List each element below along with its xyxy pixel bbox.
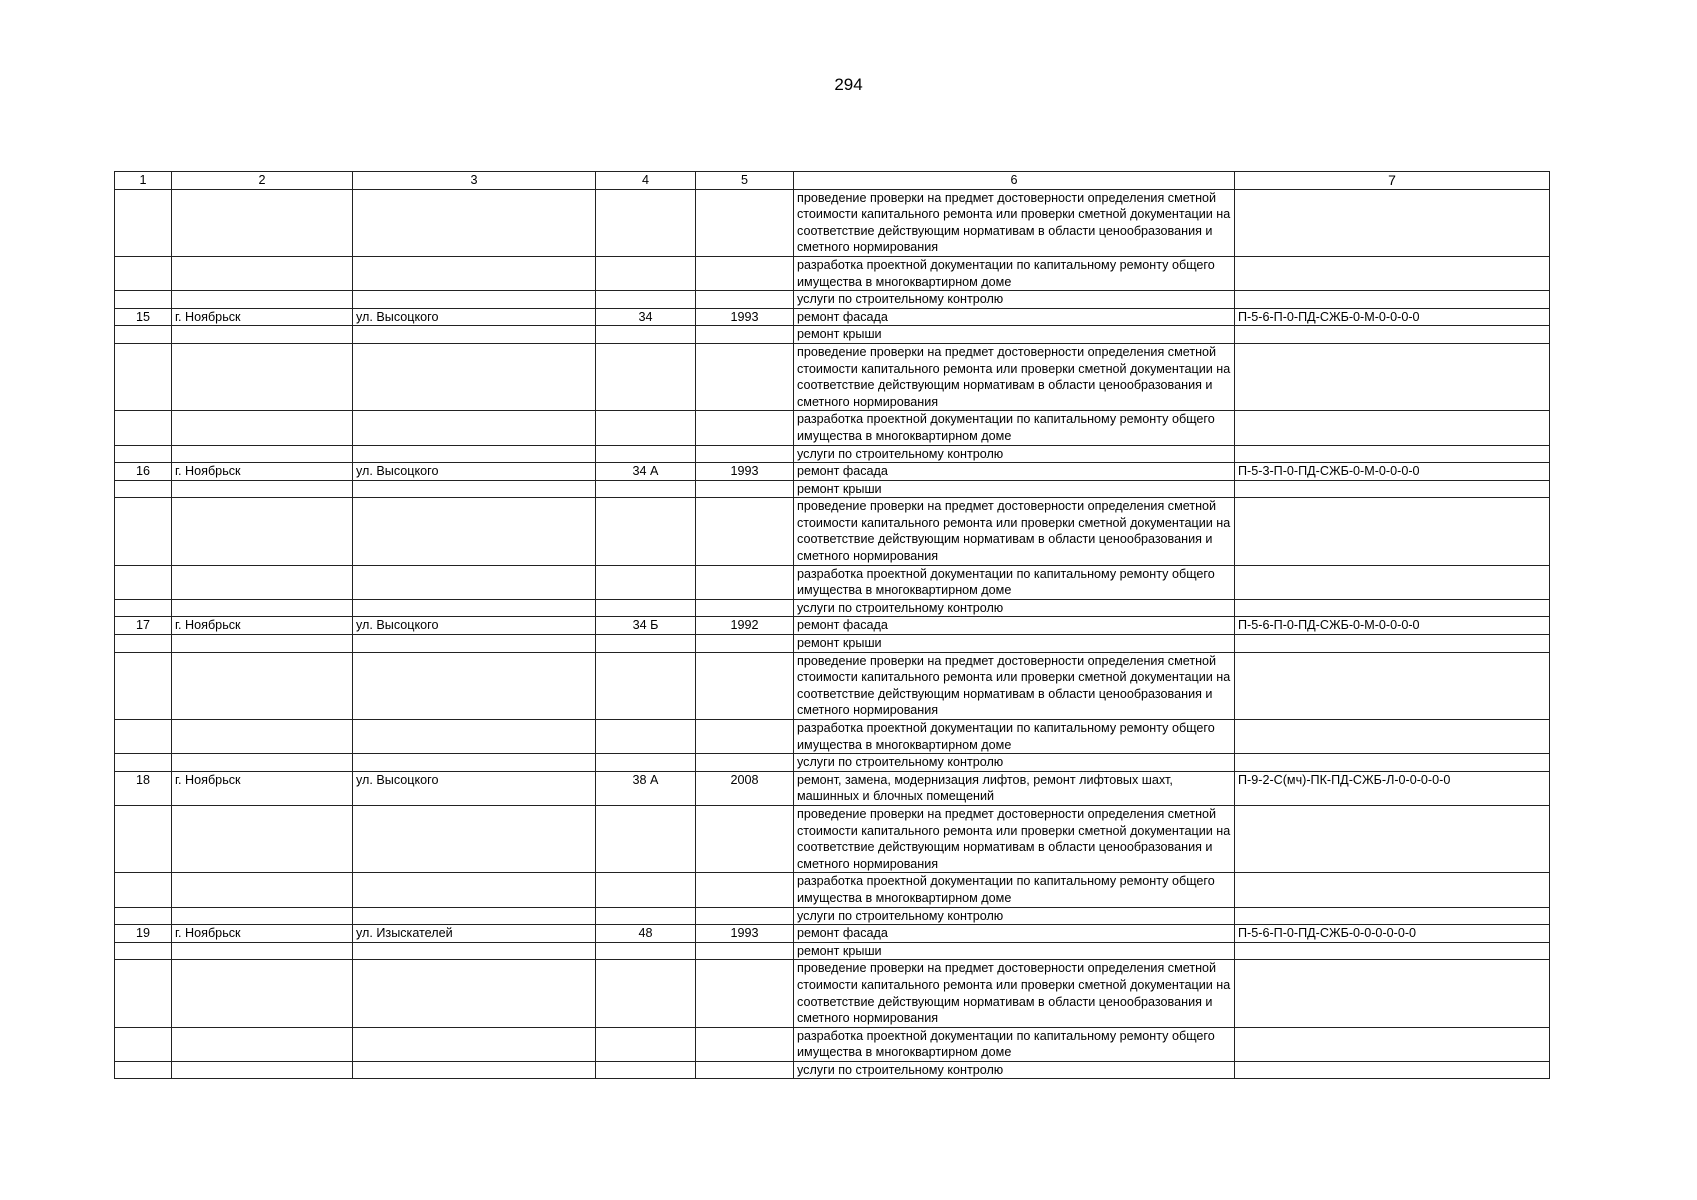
cell-code xyxy=(1235,411,1550,445)
cell-number xyxy=(115,873,172,907)
cell-year xyxy=(696,599,794,617)
cell-work-type: проведение проверки на предмет достоверности определения сметной стоимости капитального ремонта или проверки сметной документации на соответствие действующим нормативам в области ценообразования и сметного нормирования xyxy=(794,960,1235,1027)
cell-work-type: разработка проектной документации по капитальному ремонту общего имущества в многоквартирном доме xyxy=(794,1027,1235,1061)
cell-number: 17 xyxy=(115,617,172,635)
cell-house xyxy=(596,599,696,617)
table-row xyxy=(115,942,1550,960)
table-row xyxy=(115,1061,1550,1079)
table-row xyxy=(115,652,1550,719)
cell-house xyxy=(596,1061,696,1079)
cell-code xyxy=(1235,189,1550,256)
cell-code: П-5-3-П-0-ПД-СЖБ-0-М-0-0-0-0 xyxy=(1235,463,1550,481)
cell-work-type: услуги по строительному контролю xyxy=(794,907,1235,925)
cell-year xyxy=(696,805,794,872)
header-cell-3: 3 xyxy=(353,172,596,190)
cell-street: ул. Изыскателей xyxy=(353,925,596,943)
cell-number: 18 xyxy=(115,771,172,805)
cell-house: 38 А xyxy=(596,771,696,805)
table-row xyxy=(115,480,1550,498)
cell-year xyxy=(696,960,794,1027)
cell-house xyxy=(596,873,696,907)
cell-street xyxy=(353,599,596,617)
table-body xyxy=(115,189,1550,1079)
header-cell-6: 6 xyxy=(794,172,1235,190)
cell-street xyxy=(353,635,596,653)
cell-number xyxy=(115,960,172,1027)
cell-street: ул. Высоцкого xyxy=(353,617,596,635)
cell-street xyxy=(353,960,596,1027)
cell-year: 2008 xyxy=(696,771,794,805)
cell-street xyxy=(353,754,596,772)
cell-code xyxy=(1235,498,1550,565)
cell-code xyxy=(1235,652,1550,719)
cell-code xyxy=(1235,291,1550,309)
table-row xyxy=(115,873,1550,907)
cell-city xyxy=(172,256,353,290)
cell-year: 1993 xyxy=(696,925,794,943)
cell-house: 34 А xyxy=(596,463,696,481)
table-row xyxy=(115,498,1550,565)
cell-work-type: услуги по строительному контролю xyxy=(794,1061,1235,1079)
cell-code: П-5-6-П-0-ПД-СЖБ-0-М-0-0-0-0 xyxy=(1235,308,1550,326)
cell-work-type: проведение проверки на предмет достоверности определения сметной стоимости капитального ремонта или проверки сметной документации на соответствие действующим нормативам в области ценообразования и сметного нормирования xyxy=(794,805,1235,872)
cell-house xyxy=(596,291,696,309)
cell-code xyxy=(1235,805,1550,872)
cell-year xyxy=(696,720,794,754)
cell-number xyxy=(115,565,172,599)
cell-work-type: проведение проверки на предмет достоверности определения сметной стоимости капитального ремонта или проверки сметной документации на соответствие действующим нормативам в области ценообразования и сметного нормирования xyxy=(794,652,1235,719)
cell-street xyxy=(353,652,596,719)
cell-number xyxy=(115,326,172,344)
table-row xyxy=(115,463,1550,481)
cell-house xyxy=(596,256,696,290)
cell-city xyxy=(172,326,353,344)
cell-street xyxy=(353,326,596,344)
cell-number xyxy=(115,907,172,925)
cell-work-type: услуги по строительному контролю xyxy=(794,445,1235,463)
cell-street xyxy=(353,256,596,290)
table-row xyxy=(115,256,1550,290)
header-cell-2: 2 xyxy=(172,172,353,190)
cell-city xyxy=(172,720,353,754)
table-row xyxy=(115,411,1550,445)
cell-city xyxy=(172,291,353,309)
cell-city: г. Ноябрьск xyxy=(172,308,353,326)
cell-number xyxy=(115,256,172,290)
cell-city xyxy=(172,565,353,599)
table-row xyxy=(115,326,1550,344)
page-number: 294 xyxy=(834,75,863,94)
cell-year xyxy=(696,635,794,653)
cell-code xyxy=(1235,754,1550,772)
cell-year xyxy=(696,1027,794,1061)
table-row xyxy=(115,1027,1550,1061)
cell-number xyxy=(115,189,172,256)
cell-year: 1992 xyxy=(696,617,794,635)
cell-code xyxy=(1235,1027,1550,1061)
cell-street xyxy=(353,498,596,565)
cell-house xyxy=(596,480,696,498)
cell-year xyxy=(696,189,794,256)
cell-year xyxy=(696,480,794,498)
cell-street xyxy=(353,189,596,256)
cell-street xyxy=(353,480,596,498)
cell-house xyxy=(596,960,696,1027)
cell-number xyxy=(115,599,172,617)
cell-code xyxy=(1235,343,1550,410)
cell-code xyxy=(1235,445,1550,463)
cell-street xyxy=(353,1061,596,1079)
table-row xyxy=(115,343,1550,410)
cell-code xyxy=(1235,873,1550,907)
table-row xyxy=(115,635,1550,653)
cell-city xyxy=(172,445,353,463)
cell-year xyxy=(696,565,794,599)
cell-code: П-5-6-П-0-ПД-СЖБ-0-0-0-0-0-0 xyxy=(1235,925,1550,943)
cell-year: 1993 xyxy=(696,308,794,326)
cell-work-type: проведение проверки на предмет достоверности определения сметной стоимости капитального ремонта или проверки сметной документации на соответствие действующим нормативам в области ценообразования и сметного нормирования xyxy=(794,498,1235,565)
cell-work-type: ремонт крыши xyxy=(794,635,1235,653)
cell-house: 34 Б xyxy=(596,617,696,635)
cell-street xyxy=(353,291,596,309)
cell-house xyxy=(596,565,696,599)
cell-street xyxy=(353,907,596,925)
cell-street xyxy=(353,873,596,907)
cell-work-type: ремонт фасада xyxy=(794,925,1235,943)
cell-house xyxy=(596,720,696,754)
cell-city xyxy=(172,635,353,653)
cell-house xyxy=(596,189,696,256)
cell-work-type: ремонт крыши xyxy=(794,326,1235,344)
cell-year xyxy=(696,754,794,772)
cell-city xyxy=(172,805,353,872)
cell-number xyxy=(115,1027,172,1061)
cell-number xyxy=(115,635,172,653)
cell-number xyxy=(115,411,172,445)
cell-code xyxy=(1235,1061,1550,1079)
cell-work-type: разработка проектной документации по капитальному ремонту общего имущества в многоквартирном доме xyxy=(794,411,1235,445)
cell-city xyxy=(172,599,353,617)
cell-house xyxy=(596,343,696,410)
cell-house xyxy=(596,1027,696,1061)
cell-street: ул. Высоцкого xyxy=(353,308,596,326)
cell-year xyxy=(696,942,794,960)
header-cell-7: 7 xyxy=(1235,172,1550,190)
cell-work-type: услуги по строительному контролю xyxy=(794,291,1235,309)
cell-year xyxy=(696,1061,794,1079)
table-row xyxy=(115,754,1550,772)
cell-city xyxy=(172,189,353,256)
cell-code xyxy=(1235,599,1550,617)
cell-city xyxy=(172,942,353,960)
cell-work-type: ремонт крыши xyxy=(794,480,1235,498)
cell-number xyxy=(115,480,172,498)
cell-city: г. Ноябрьск xyxy=(172,617,353,635)
cell-year xyxy=(696,326,794,344)
cell-street xyxy=(353,565,596,599)
cell-year xyxy=(696,256,794,290)
cell-work-type: проведение проверки на предмет достоверности определения сметной стоимости капитального ремонта или проверки сметной документации на соответствие действующим нормативам в области ценообразования и сметного нормирования xyxy=(794,189,1235,256)
cell-code xyxy=(1235,326,1550,344)
cell-house xyxy=(596,411,696,445)
cell-city xyxy=(172,652,353,719)
cell-street xyxy=(353,942,596,960)
table-row xyxy=(115,925,1550,943)
table-row xyxy=(115,445,1550,463)
cell-street: ул. Высоцкого xyxy=(353,771,596,805)
cell-work-type: ремонт фасада xyxy=(794,308,1235,326)
table-row xyxy=(115,771,1550,805)
cell-house xyxy=(596,635,696,653)
cell-work-type: ремонт крыши xyxy=(794,942,1235,960)
cell-number xyxy=(115,652,172,719)
cell-street xyxy=(353,343,596,410)
cell-year xyxy=(696,343,794,410)
cell-year xyxy=(696,498,794,565)
cell-year: 1993 xyxy=(696,463,794,481)
cell-house xyxy=(596,907,696,925)
works-table xyxy=(114,171,1550,1079)
cell-city xyxy=(172,907,353,925)
cell-number xyxy=(115,498,172,565)
table-row xyxy=(115,907,1550,925)
cell-work-type: разработка проектной документации по капитальному ремонту общего имущества в многоквартирном доме xyxy=(794,565,1235,599)
cell-work-type: ремонт фасада xyxy=(794,463,1235,481)
cell-city xyxy=(172,498,353,565)
table-row xyxy=(115,599,1550,617)
header-cell-1: 1 xyxy=(115,172,172,190)
cell-year xyxy=(696,445,794,463)
cell-code xyxy=(1235,480,1550,498)
cell-year xyxy=(696,652,794,719)
cell-city xyxy=(172,754,353,772)
cell-number xyxy=(115,445,172,463)
header-cell-4: 4 xyxy=(596,172,696,190)
table-row xyxy=(115,617,1550,635)
cell-code xyxy=(1235,565,1550,599)
table-row xyxy=(115,189,1550,256)
header-cell-5: 5 xyxy=(696,172,794,190)
cell-city xyxy=(172,1061,353,1079)
cell-number: 19 xyxy=(115,925,172,943)
cell-house: 34 xyxy=(596,308,696,326)
cell-work-type: разработка проектной документации по капитальному ремонту общего имущества в многоквартирном доме xyxy=(794,720,1235,754)
cell-number xyxy=(115,343,172,410)
table-row xyxy=(115,720,1550,754)
table-row xyxy=(115,291,1550,309)
table-row xyxy=(115,805,1550,872)
table-row xyxy=(115,308,1550,326)
cell-year xyxy=(696,291,794,309)
cell-code: П-9-2-С(мч)-ПК-ПД-СЖБ-Л-0-0-0-0-0 xyxy=(1235,771,1550,805)
cell-city xyxy=(172,480,353,498)
cell-house xyxy=(596,652,696,719)
cell-house: 48 xyxy=(596,925,696,943)
cell-street xyxy=(353,1027,596,1061)
cell-code xyxy=(1235,720,1550,754)
cell-work-type: ремонт фасада xyxy=(794,617,1235,635)
table-row xyxy=(115,960,1550,1027)
cell-work-type: услуги по строительному контролю xyxy=(794,754,1235,772)
cell-work-type: ремонт, замена, модернизация лифтов, ремонт лифтовых шахт, машинных и блочных помещений xyxy=(794,771,1235,805)
cell-house xyxy=(596,445,696,463)
cell-number: 15 xyxy=(115,308,172,326)
cell-house xyxy=(596,498,696,565)
table-header-row xyxy=(115,172,1550,190)
cell-number xyxy=(115,805,172,872)
cell-number xyxy=(115,942,172,960)
cell-code: П-5-6-П-0-ПД-СЖБ-0-М-0-0-0-0 xyxy=(1235,617,1550,635)
cell-house xyxy=(596,754,696,772)
cell-year xyxy=(696,873,794,907)
cell-code xyxy=(1235,635,1550,653)
cell-city xyxy=(172,873,353,907)
cell-street: ул. Высоцкого xyxy=(353,463,596,481)
cell-city xyxy=(172,411,353,445)
cell-house xyxy=(596,805,696,872)
cell-work-type: проведение проверки на предмет достоверности определения сметной стоимости капитального ремонта или проверки сметной документации на соответствие действующим нормативам в области ценообразования и сметного нормирования xyxy=(794,343,1235,410)
cell-code xyxy=(1235,907,1550,925)
cell-city: г. Ноябрьск xyxy=(172,925,353,943)
cell-city: г. Ноябрьск xyxy=(172,771,353,805)
cell-city xyxy=(172,343,353,410)
cell-street xyxy=(353,445,596,463)
cell-work-type: разработка проектной документации по капитальному ремонту общего имущества в многоквартирном доме xyxy=(794,873,1235,907)
cell-house xyxy=(596,326,696,344)
cell-house xyxy=(596,942,696,960)
cell-number xyxy=(115,720,172,754)
cell-number xyxy=(115,291,172,309)
cell-city xyxy=(172,1027,353,1061)
cell-code xyxy=(1235,942,1550,960)
cell-street xyxy=(353,805,596,872)
table-row xyxy=(115,565,1550,599)
cell-city: г. Ноябрьск xyxy=(172,463,353,481)
cell-number xyxy=(115,754,172,772)
cell-street xyxy=(353,411,596,445)
cell-work-type: услуги по строительному контролю xyxy=(794,599,1235,617)
cell-street xyxy=(353,720,596,754)
cell-city xyxy=(172,960,353,1027)
cell-year xyxy=(696,907,794,925)
cell-work-type: разработка проектной документации по капитальному ремонту общего имущества в многоквартирном доме xyxy=(794,256,1235,290)
cell-code xyxy=(1235,256,1550,290)
cell-number: 16 xyxy=(115,463,172,481)
cell-code xyxy=(1235,960,1550,1027)
cell-year xyxy=(696,411,794,445)
cell-number xyxy=(115,1061,172,1079)
